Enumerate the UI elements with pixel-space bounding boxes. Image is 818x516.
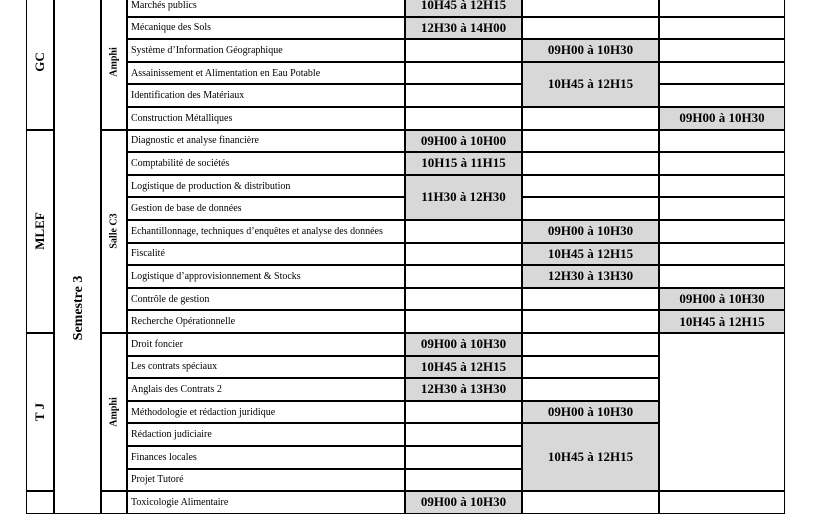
filiere-label: T J <box>32 403 47 422</box>
time-slot: 09H00 à 10H30 <box>405 491 522 514</box>
course-name: Projet Tutoré <box>127 469 405 492</box>
empty-slot <box>405 469 522 492</box>
time-slot: 10H15 à 11H15 <box>405 152 522 175</box>
filiere-cell <box>26 491 54 514</box>
empty-slot <box>522 107 659 130</box>
time-slot: 10H45 à 12H15 <box>659 310 785 333</box>
course-name: Logistique de production & distribution <box>127 175 405 198</box>
time-slot: 10H45 à 12H15 <box>522 423 659 491</box>
empty-slot <box>659 491 785 514</box>
empty-slot <box>522 288 659 311</box>
course-name: Contrôle de gestion <box>127 288 405 311</box>
empty-slot <box>405 310 522 333</box>
empty-slot <box>659 130 785 153</box>
course-name: Comptabilité de sociétés <box>127 152 405 175</box>
course-name: Finances locales <box>127 446 405 469</box>
time-slot: 12H30 à 14H00 <box>405 17 522 40</box>
empty-slot <box>522 378 659 401</box>
semester-cell <box>54 0 101 514</box>
empty-slot <box>659 220 785 243</box>
empty-slot <box>405 423 522 446</box>
filiere-label: GC <box>32 52 47 72</box>
time-slot: 12H30 à 13H30 <box>405 378 522 401</box>
room-cell <box>101 491 127 514</box>
empty-slot <box>659 197 785 220</box>
course-name: Recherche Opérationnelle <box>127 310 405 333</box>
time-slot: 09H00 à 10H30 <box>659 107 785 130</box>
empty-slot <box>522 17 659 40</box>
empty-slot <box>405 401 522 424</box>
time-slot: 10H45 à 12H15 <box>405 0 522 17</box>
time-slot: 09H00 à 10H00 <box>405 130 522 153</box>
course-name: Marchés publics <box>127 0 405 17</box>
time-slot: 09H00 à 10H30 <box>522 220 659 243</box>
empty-slot <box>522 310 659 333</box>
course-name: Anglais des Contrats 2 <box>127 378 405 401</box>
course-name: Identification des Matériaux <box>127 84 405 107</box>
semester-label: Semestre 3 <box>70 275 86 341</box>
time-slot: 09H00 à 10H30 <box>659 288 785 311</box>
empty-slot <box>659 265 785 288</box>
empty-slot <box>405 107 522 130</box>
empty-slot <box>522 333 659 356</box>
empty-slot <box>522 0 659 17</box>
empty-slot <box>659 62 785 85</box>
filiere-label: MLEF <box>32 212 47 251</box>
course-name: Mécanique des Sols <box>127 17 405 40</box>
empty-slot <box>522 152 659 175</box>
course-name: Gestion de base de données <box>127 197 405 220</box>
empty-slot <box>659 39 785 62</box>
course-name: Méthodologie et rédaction juridique <box>127 401 405 424</box>
empty-slot <box>659 243 785 266</box>
room-label: Amphi <box>108 397 120 427</box>
empty-slot-merged <box>659 333 785 491</box>
course-name: Rédaction judiciaire <box>127 423 405 446</box>
empty-slot <box>405 220 522 243</box>
empty-slot <box>522 197 659 220</box>
course-name: Construction Métalliques <box>127 107 405 130</box>
empty-slot <box>659 0 785 17</box>
empty-slot <box>522 356 659 379</box>
empty-slot <box>522 175 659 198</box>
empty-slot <box>659 152 785 175</box>
course-name: Logistique d’approvisionnement & Stocks <box>127 265 405 288</box>
time-slot: 10H45 à 12H15 <box>522 243 659 266</box>
course-name: Echantillonnage, techniques d’enquêtes et analyse des données <box>127 220 405 243</box>
time-slot: 09H00 à 10H30 <box>405 333 522 356</box>
empty-slot <box>405 39 522 62</box>
empty-slot <box>405 62 522 85</box>
time-slot: 12H30 à 13H30 <box>522 265 659 288</box>
empty-slot <box>659 84 785 107</box>
course-name: Les contrats spéciaux <box>127 356 405 379</box>
course-name: Toxicologie Alimentaire <box>127 491 405 514</box>
time-slot: 09H00 à 10H30 <box>522 39 659 62</box>
room-label: Salle C3 <box>108 213 120 249</box>
time-slot: 10H45 à 12H15 <box>405 356 522 379</box>
room-label: Amphi <box>108 47 120 77</box>
time-slot: 10H45 à 12H15 <box>522 62 659 107</box>
empty-slot <box>522 491 659 514</box>
course-name: Assainissement et Alimentation en Eau Potable <box>127 62 405 85</box>
empty-slot <box>659 175 785 198</box>
empty-slot <box>405 288 522 311</box>
course-name: Fiscalité <box>127 243 405 266</box>
course-name: Droit foncier <box>127 333 405 356</box>
empty-slot <box>405 84 522 107</box>
empty-slot <box>659 17 785 40</box>
time-slot: 11H30 à 12H30 <box>405 175 522 220</box>
course-name: Diagnostic et analyse financière <box>127 130 405 153</box>
empty-slot <box>405 243 522 266</box>
empty-slot <box>522 130 659 153</box>
time-slot: 09H00 à 10H30 <box>522 401 659 424</box>
course-name: Système d’Information Géographique <box>127 39 405 62</box>
empty-slot <box>405 446 522 469</box>
empty-slot <box>405 265 522 288</box>
